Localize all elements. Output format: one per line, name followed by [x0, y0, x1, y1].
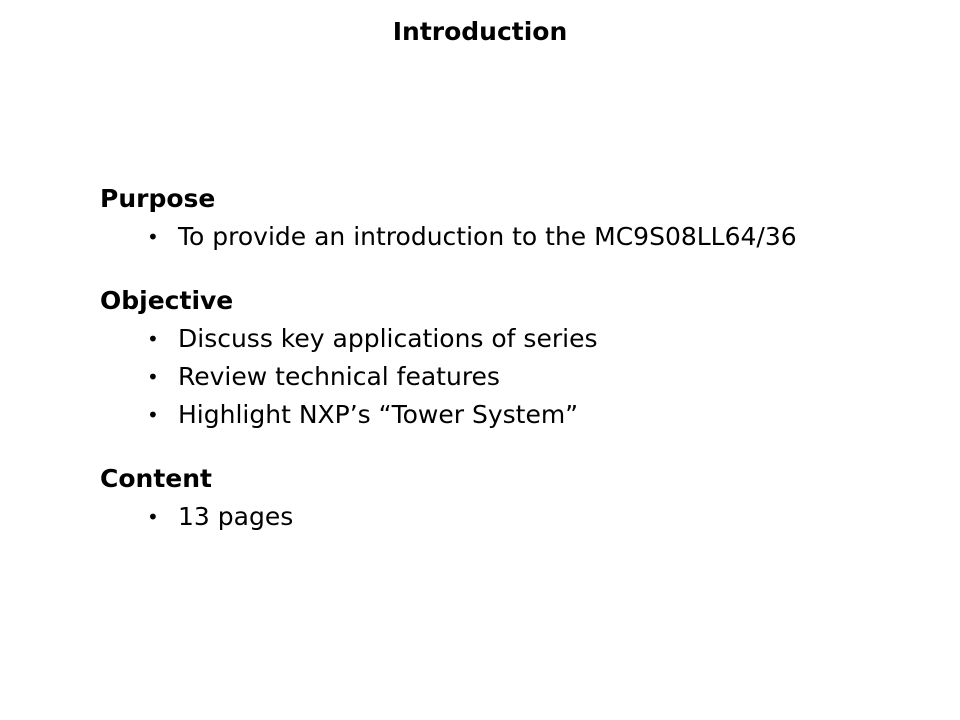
list-item [100, 498, 920, 536]
slide-content [100, 180, 920, 562]
bullet-text: Discuss key applications of series [178, 324, 598, 353]
bullet-dot-icon: • [147, 403, 159, 427]
bullet-text: Review technical features [178, 362, 500, 391]
section-content [100, 460, 920, 536]
list-item [100, 320, 920, 358]
list-item [100, 358, 920, 396]
section-heading: Objective [100, 286, 234, 315]
bullet-list [100, 498, 920, 536]
bullet-dot-icon: • [147, 505, 159, 529]
bullet-dot-icon: • [147, 327, 159, 351]
bullet-text: Highlight NXP’s “Tower System” [178, 400, 579, 429]
section-heading: Purpose [100, 184, 216, 213]
slide-title: Introduction [392, 17, 568, 46]
list-item [100, 218, 920, 256]
section-purpose [100, 180, 920, 256]
section-heading: Content [100, 464, 212, 493]
bullet-text: 13 pages [178, 502, 294, 531]
bullet-text: To provide an introduction to the MC9S08LL64/36 [178, 222, 797, 251]
bullet-dot-icon: • [147, 365, 159, 389]
bullet-dot-icon: • [147, 225, 159, 249]
list-item [100, 396, 920, 434]
bullet-list [100, 218, 920, 256]
bullet-list [100, 320, 920, 434]
section-objective [100, 282, 920, 434]
